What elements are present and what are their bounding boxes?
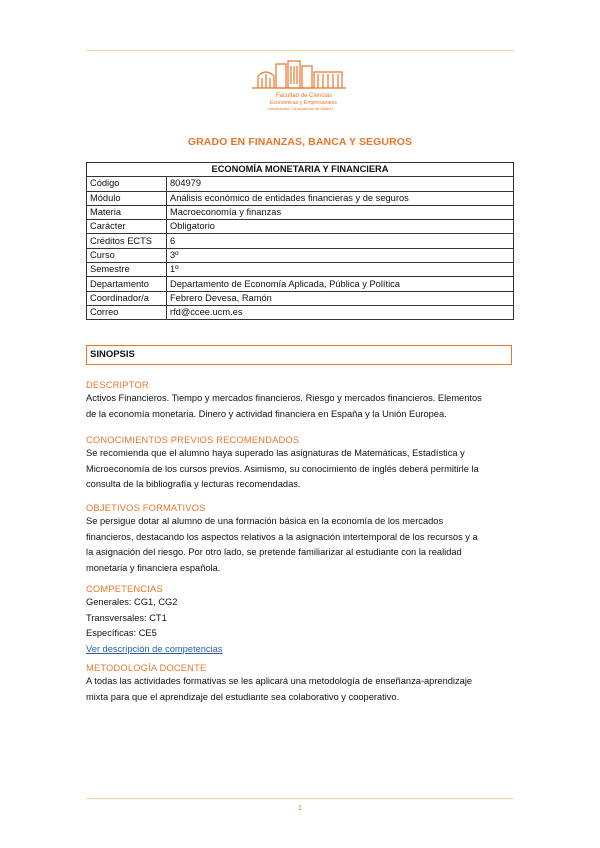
row-value: Macroeconomía y finanzas [167, 205, 514, 219]
competencias-transversales: Transversales: CT1 [86, 612, 167, 623]
row-value: Febrero Devesa, Ramón [167, 291, 514, 305]
table-row [87, 177, 514, 191]
competencias-heading: COMPETENCIAS [86, 584, 163, 594]
row-value: 1º [167, 263, 514, 277]
metodologia-line: A todas las actividades formativas se les aplicará una metodología de enseñanza-aprendizaje [86, 676, 473, 686]
faculty-logo [246, 58, 356, 114]
objetivos-heading: OBJETIVOS FORMATIVOS [86, 503, 206, 513]
table-row [87, 291, 514, 305]
logo-line1: Facultad de Ciencias [276, 93, 333, 99]
row-value: 3º [167, 248, 514, 262]
competencias-generales: Generales: CG1, CG2 [86, 597, 178, 607]
logo-line3: Universidad Complutense de Madrid [268, 106, 333, 111]
competencias-especificas: Específicas: CE5 [86, 628, 157, 639]
objetivos-text [86, 514, 514, 576]
row-key: Código [87, 177, 167, 191]
page-number: 1 [297, 803, 303, 812]
row-value: 804979 [167, 177, 514, 191]
table-row [87, 191, 514, 205]
table-row [87, 277, 514, 291]
row-key: Correo [87, 305, 167, 319]
objetivos-line: Se persigue dotar al alumno de una formación básica en la economía de los mercados [86, 516, 444, 526]
metodologia-heading: METODOLOGÍA DOCENTE [86, 663, 207, 673]
descriptor-text [86, 391, 514, 422]
competencias-link[interactable]: Ver descripción de competencias [86, 643, 223, 654]
sinopsis-heading: SINOPSIS [86, 345, 512, 365]
conocimientos-heading: CONOCIMIENTOS PREVIOS RECOMENDADOS [86, 435, 300, 445]
table-row [87, 263, 514, 277]
row-key: Departamento [87, 277, 167, 291]
row-key: Curso [87, 248, 167, 262]
row-value: 6 [167, 234, 514, 248]
row-key: Coordinador/a [87, 291, 167, 305]
objetivos-line: financieros, destacando los aspectos relativos a la asignación intertemporal de los recursos y a [86, 531, 478, 542]
metodologia-line: mixta para que el aprendizaje del estudiante sea colaborativo y cooperativo. [86, 691, 400, 702]
row-value: Departamento de Economía Aplicada, Pública y Política [167, 277, 514, 291]
objetivos-line: monetaria y financiera española. [86, 562, 221, 573]
row-key: Semestre [87, 263, 167, 277]
row-value: rfd@ccee.ucm.es [167, 305, 514, 319]
conocimientos-text [86, 446, 514, 493]
descriptor-heading: DESCRIPTOR [86, 380, 149, 390]
course-info-table [86, 162, 514, 320]
conocimientos-line: Se recomienda que el alumno haya superado las asignaturas de Matemáticas, Estadística y [86, 448, 465, 458]
descriptor-line: de la economía monetaria. Dinero y actividad financiera en España y la Unión Europea. [86, 408, 447, 419]
table-row [87, 234, 514, 248]
table-row [87, 205, 514, 219]
descriptor-line: Activos Financieros. Tiempo y mercados financieros. Riesgo y mercados financieros. Elementos [86, 393, 482, 403]
footer-rule [86, 798, 514, 799]
table-row [87, 220, 514, 234]
row-key: Módulo [87, 191, 167, 205]
row-value: Análisis económico de entidades financieras y de seguros [167, 191, 514, 205]
degree-title: GRADO EN FINANZAS, BANCA Y SEGUROS [187, 136, 413, 148]
row-key: Carácter [87, 220, 167, 234]
table-header-row [87, 163, 514, 177]
row-key: Materia [87, 205, 167, 219]
header-rule [86, 50, 514, 51]
table-row [87, 248, 514, 262]
objetivos-line: la asignación del riesgo. Por otro lado, se pretende familiarizar al estudiante con la realidad [86, 547, 462, 558]
course-name: ECONOMÍA MONETARIA Y FINANCIERA [87, 163, 514, 177]
competencias-text [86, 595, 514, 657]
metodologia-text [86, 674, 514, 705]
row-key: Créditos ECTS [87, 234, 167, 248]
row-value: Obligatorio [167, 220, 514, 234]
conocimientos-line: consulta de la bibliografía y lecturas recomendadas. [86, 479, 301, 490]
logo-line2: Económicas y Empresariales [270, 100, 337, 106]
table-row [87, 305, 514, 319]
conocimientos-line: Microeconomía de los cursos previos. Asimismo, su conocimiento de inglés deberá permitirle la [86, 463, 479, 474]
